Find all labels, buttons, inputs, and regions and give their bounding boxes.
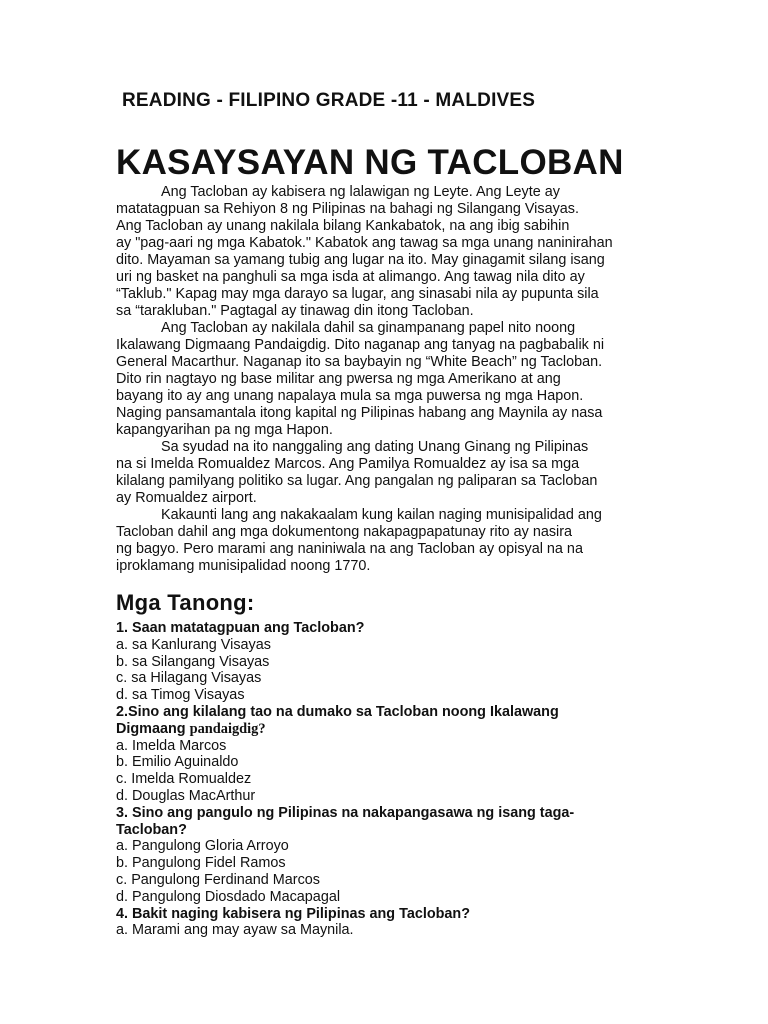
question-4: 4. Bakit naging kabisera ng Pilipinas ang Tacloban?	[116, 905, 470, 922]
question-2	[116, 704, 656, 738]
questions-heading: Mga Tanong:	[116, 590, 255, 615]
question-1-option-d: d. sa Timog Visayas	[116, 687, 245, 704]
page-title: KASAYSAYAN NG TACLOBAN	[116, 143, 624, 182]
question-2-option-b: b. Emilio Aguinaldo	[116, 754, 239, 771]
question-4-option-a: a. Marami ang may ayaw sa Maynila.	[116, 922, 354, 939]
questions-section	[116, 588, 656, 939]
question-2-text-tail: pandaigdig?	[189, 720, 266, 737]
question-1-option-c: c. sa Hilagang Visayas	[116, 670, 262, 687]
paragraph-4: Kakaunti lang ang nakakaalam kung kailan naging munisipalidad ang Tacloban dahil ang mga dokumentong nakapagpapatunay rito ay nasira ng bagyo. Pero marami ang naniniwala na ang Tacloban ay opisyal na na iproklamang munisipalidad noong 1770.	[116, 507, 602, 574]
document-header: READING - FILIPINO GRADE -11 - MALDIVES	[122, 90, 536, 111]
question-2-option-a: a. Imelda Marcos	[116, 737, 227, 754]
paragraph-3: Sa syudad na ito nanggaling ang dating Unang Ginang ng Pilipinas na si Imelda Romualdez Marcos. Ang Pamilya Romualdez ay isa sa mga kilalang pamilyang politiko sa lugar. Ang pangalan ng paliparan sa Tacloban ay Romualdez airport.	[116, 439, 598, 506]
question-1: 1. Saan matatagpuan ang Tacloban?	[116, 620, 365, 636]
paragraph-2: Ang Tacloban ay nakilala dahil sa ginampanang papel nito noong Ikalawang Digmaang Pandaigdig. Dito naganap ang tanyag na pagbabalik ni General Macarthur. Naganap ito sa baybayin ng “White Beach” ng Tacloban. Dito rin nagtayo ng base militar ang pwersa ng mga Amerikano at ang bayang ito ay ang unang napalaya mula sa mga puwersa ng mga Hapon. Naging pansamantala itong kapital ng Pilipinas habang ang Maynila ay nasa kapangyarihan pa ng mga Hapon.	[116, 320, 605, 438]
question-3-option-a: a. Pangulong Gloria Arroyo	[116, 838, 289, 855]
reading-passage	[116, 184, 656, 575]
question-3: 3. Sino ang pangulo ng Pilipinas na nakapangasawa ng isang taga- Tacloban?	[116, 804, 575, 838]
question-1-option-a: a. sa Kanlurang Visayas	[116, 636, 271, 653]
question-3-option-c: c. Pangulong Ferdinand Marcos	[116, 871, 320, 888]
question-2-option-d: d. Douglas MacArthur	[116, 787, 256, 804]
paragraph-1: Ang Tacloban ay kabisera ng lalawigan ng Leyte. Ang Leyte ay matatagpuan sa Rehiyon 8 ng Pilipinas na bahagi ng Silangang Visayas. Ang Tacloban ay unang nakilala bilang Kankabatok, na ang ibig sabihin ay "pag-aari ng mga Kabatok." Kabatok ang tawag sa mga unang naninirahan dito. Mayaman sa yamang tubig ang lugar na ito. May ginagamit silang isang uri ng basket na panghuli sa mga isda at alimango. Ang tawag nila dito ay “Taklub." Kapag may mga darayo sa lugar, ang sinasabi nila ay pupunta sila sa “tarakluban." Pagtagal ay tinawag din itong Tacloban.	[116, 184, 613, 319]
question-2-option-c: c. Imelda Romualdez	[116, 771, 252, 788]
question-3-option-d: d. Pangulong Diosdado Macapagal	[116, 888, 341, 905]
question-1-option-b: b. sa Silangang Visayas	[116, 653, 270, 670]
question-3-option-b: b. Pangulong Fidel Ramos	[116, 855, 286, 872]
question-2-text: 2.Sino ang kilalang tao na dumako sa Tacloban noong Ikalawang Digmaang	[116, 703, 559, 737]
